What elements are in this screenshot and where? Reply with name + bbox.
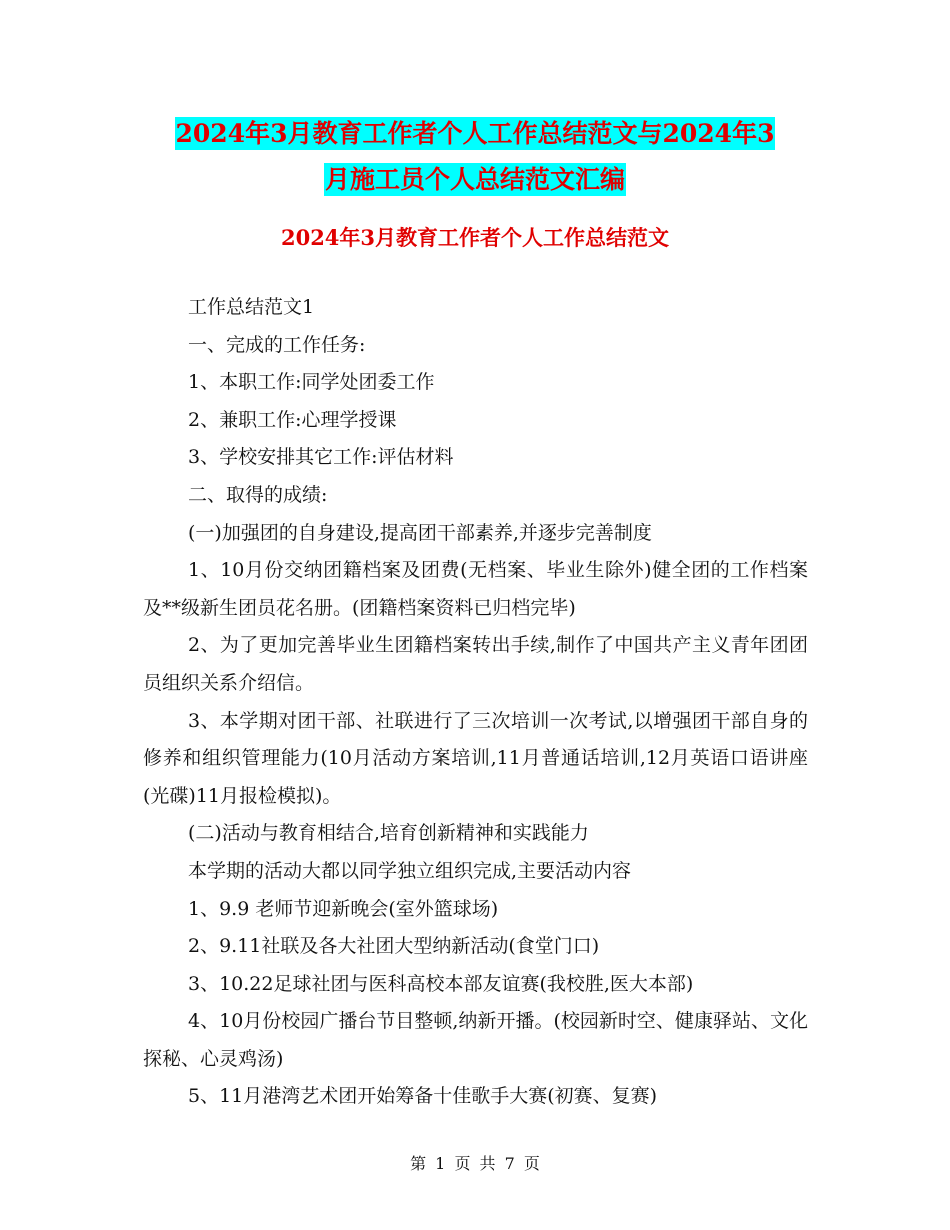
title-line-1: 2024年3月教育工作者个人工作总结范文与2024年3 <box>175 119 775 148</box>
paragraph: 1、9.9 老师节迎新晚会(室外篮球场) <box>188 897 499 920</box>
paragraph: 2、兼职工作:心理学授课 <box>188 408 397 431</box>
paragraph: 5、11月港湾艺术团开始筹备十佳歌手大赛(初赛、复赛) <box>188 1085 658 1108</box>
paragraph: 二、取得的成绩: <box>188 483 328 506</box>
paragraph: 3、学校安排其它工作:评估材料 <box>188 446 454 469</box>
title-line-2: 月施工员个人总结范文汇编 <box>324 165 625 194</box>
page-footer: 第 1 页 共 7 页 <box>410 1154 540 1173</box>
paragraph: 工作总结范文1 <box>188 296 315 318</box>
paragraph: 2、9.11社联及各大社团大型纳新活动(食堂门口) <box>188 935 600 958</box>
paragraph: 3、10.22足球社团与医科高校本部友谊赛(我校胜,医大本部) <box>188 972 694 995</box>
paragraph: 3、本学期对团干部、社联进行了三次培训一次考试,以增强团干部自身的修养和组织管理能力(10月活动方案培训,11月普通话培训,12月英语口语讲座(光碟)11月报检模拟)。 <box>143 709 808 807</box>
paragraph: 4、10月份校园广播台节目整顿,纳新开播。(校园新时空、健康驿站、文化探秘、心灵鸡汤) <box>143 1010 808 1070</box>
paragraph: 2、为了更加完善毕业生团籍档案转出手续,制作了中国共产主义青年团团员组织关系介绍信。 <box>143 634 808 694</box>
paragraph: (二)活动与教育相结合,培育创新精神和实践能力 <box>188 822 589 845</box>
section-title: 2024年3月教育工作者个人工作总结范文 <box>280 225 670 250</box>
paragraph: (一)加强团的自身建设,提高团干部素养,并逐步完善制度 <box>188 521 652 544</box>
paragraph: 一、完成的工作任务: <box>188 333 366 356</box>
document-body <box>143 289 808 1116</box>
paragraph: 1、本职工作:同学处团委工作 <box>188 371 435 394</box>
paragraph: 1、10月份交纳团籍档案及团费(无档案、毕业生除外)健全团的工作档案及**级新生团员花名册。(团籍档案资料已归档完毕) <box>143 559 808 619</box>
document-title <box>140 111 810 203</box>
paragraph: 本学期的活动大都以同学独立组织完成,主要活动内容 <box>188 859 632 882</box>
